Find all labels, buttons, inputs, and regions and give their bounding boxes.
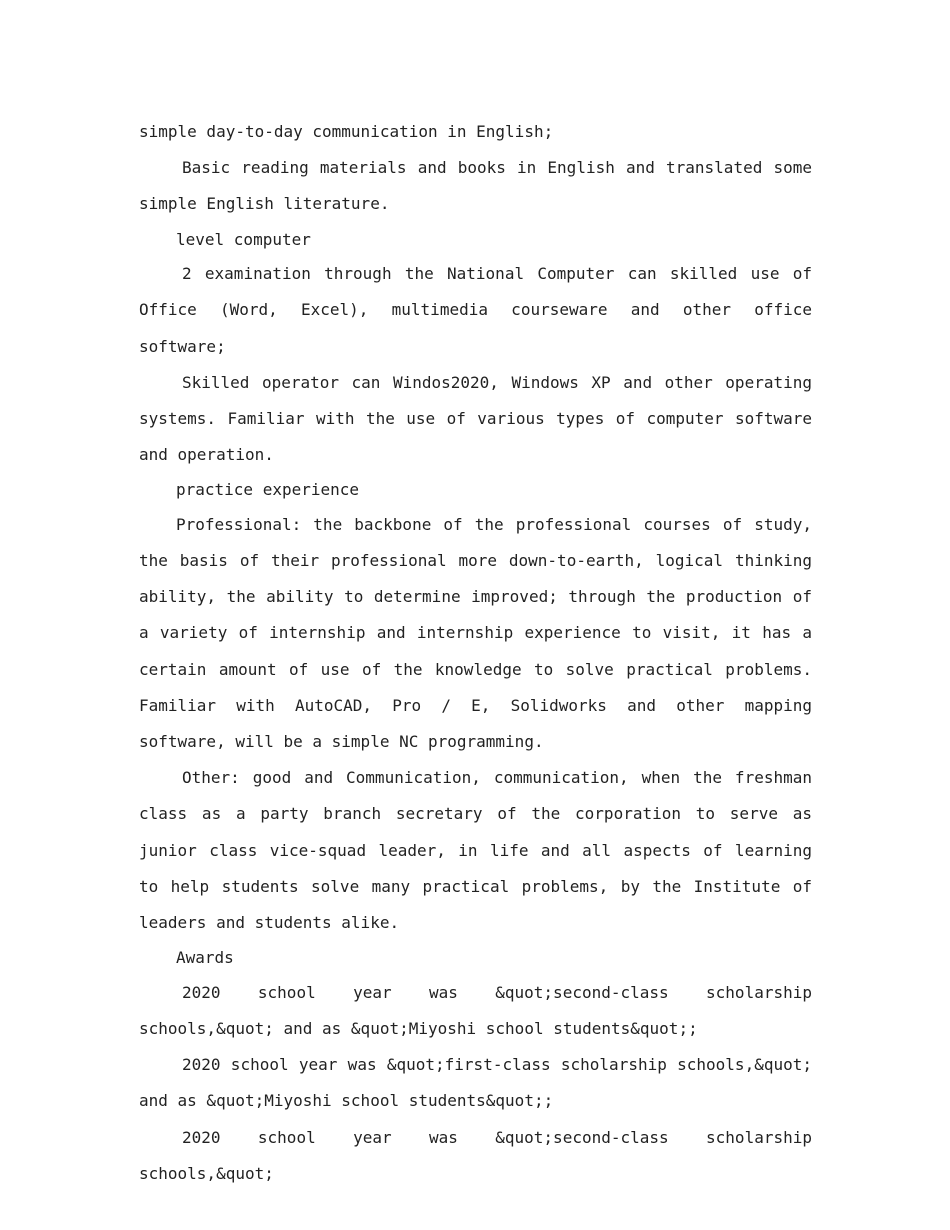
section-heading-computer: level computer: [176, 229, 311, 249]
paragraph-award-3: 2020 school year was &quot;second-class scholarship schools,&quot;: [139, 1127, 812, 1183]
paragraph-english-communication: simple day-to-day communication in English;: [139, 122, 554, 141]
paragraph-computer-exam: 2 examination through the National Computer can skilled use of Office (Word, Excel), multimedia courseware and other office software;: [139, 264, 812, 356]
paragraph-professional: Professional: the backbone of the professional courses of study, the basis of their professional more down-to-earth, logical thinking ability, the ability to determine improved; through the production of a variety of internship and internship experience to visit, it has a certain amount of use of the knowledge to solve practical problems. Familiar with AutoCAD, Pro / E, Solidworks and other mapping software, will be a simple NC programming.: [139, 514, 812, 752]
document-body: [139, 114, 812, 1192]
paragraph-english-reading: Basic reading materials and books in English and translated some simple English literature.: [139, 158, 812, 214]
paragraph-award-1: 2020 school year was &quot;second-class scholarship schools,&quot; and as &quot;Miyoshi school students&quot;;: [139, 982, 812, 1038]
section-heading-practice: practice experience: [176, 480, 360, 500]
paragraph-other: Other: good and Communication, communication, when the freshman class as a party branch secretary of the corporation to serve as junior class vice-squad leader, in life and all aspects of learning to help students solve many practical problems, by the Institute of leaders and students alike.: [139, 768, 812, 933]
paragraph-award-2: 2020 school year was &quot;first-class scholarship schools,&quot; and as &quot;Miyoshi school students&quot;;: [139, 1055, 812, 1111]
paragraph-operating-systems: Skilled operator can Windos2020, Windows XP and other operating systems. Familiar with the use of various types of computer software and operation.: [139, 372, 812, 465]
section-heading-awards: Awards: [176, 948, 234, 968]
